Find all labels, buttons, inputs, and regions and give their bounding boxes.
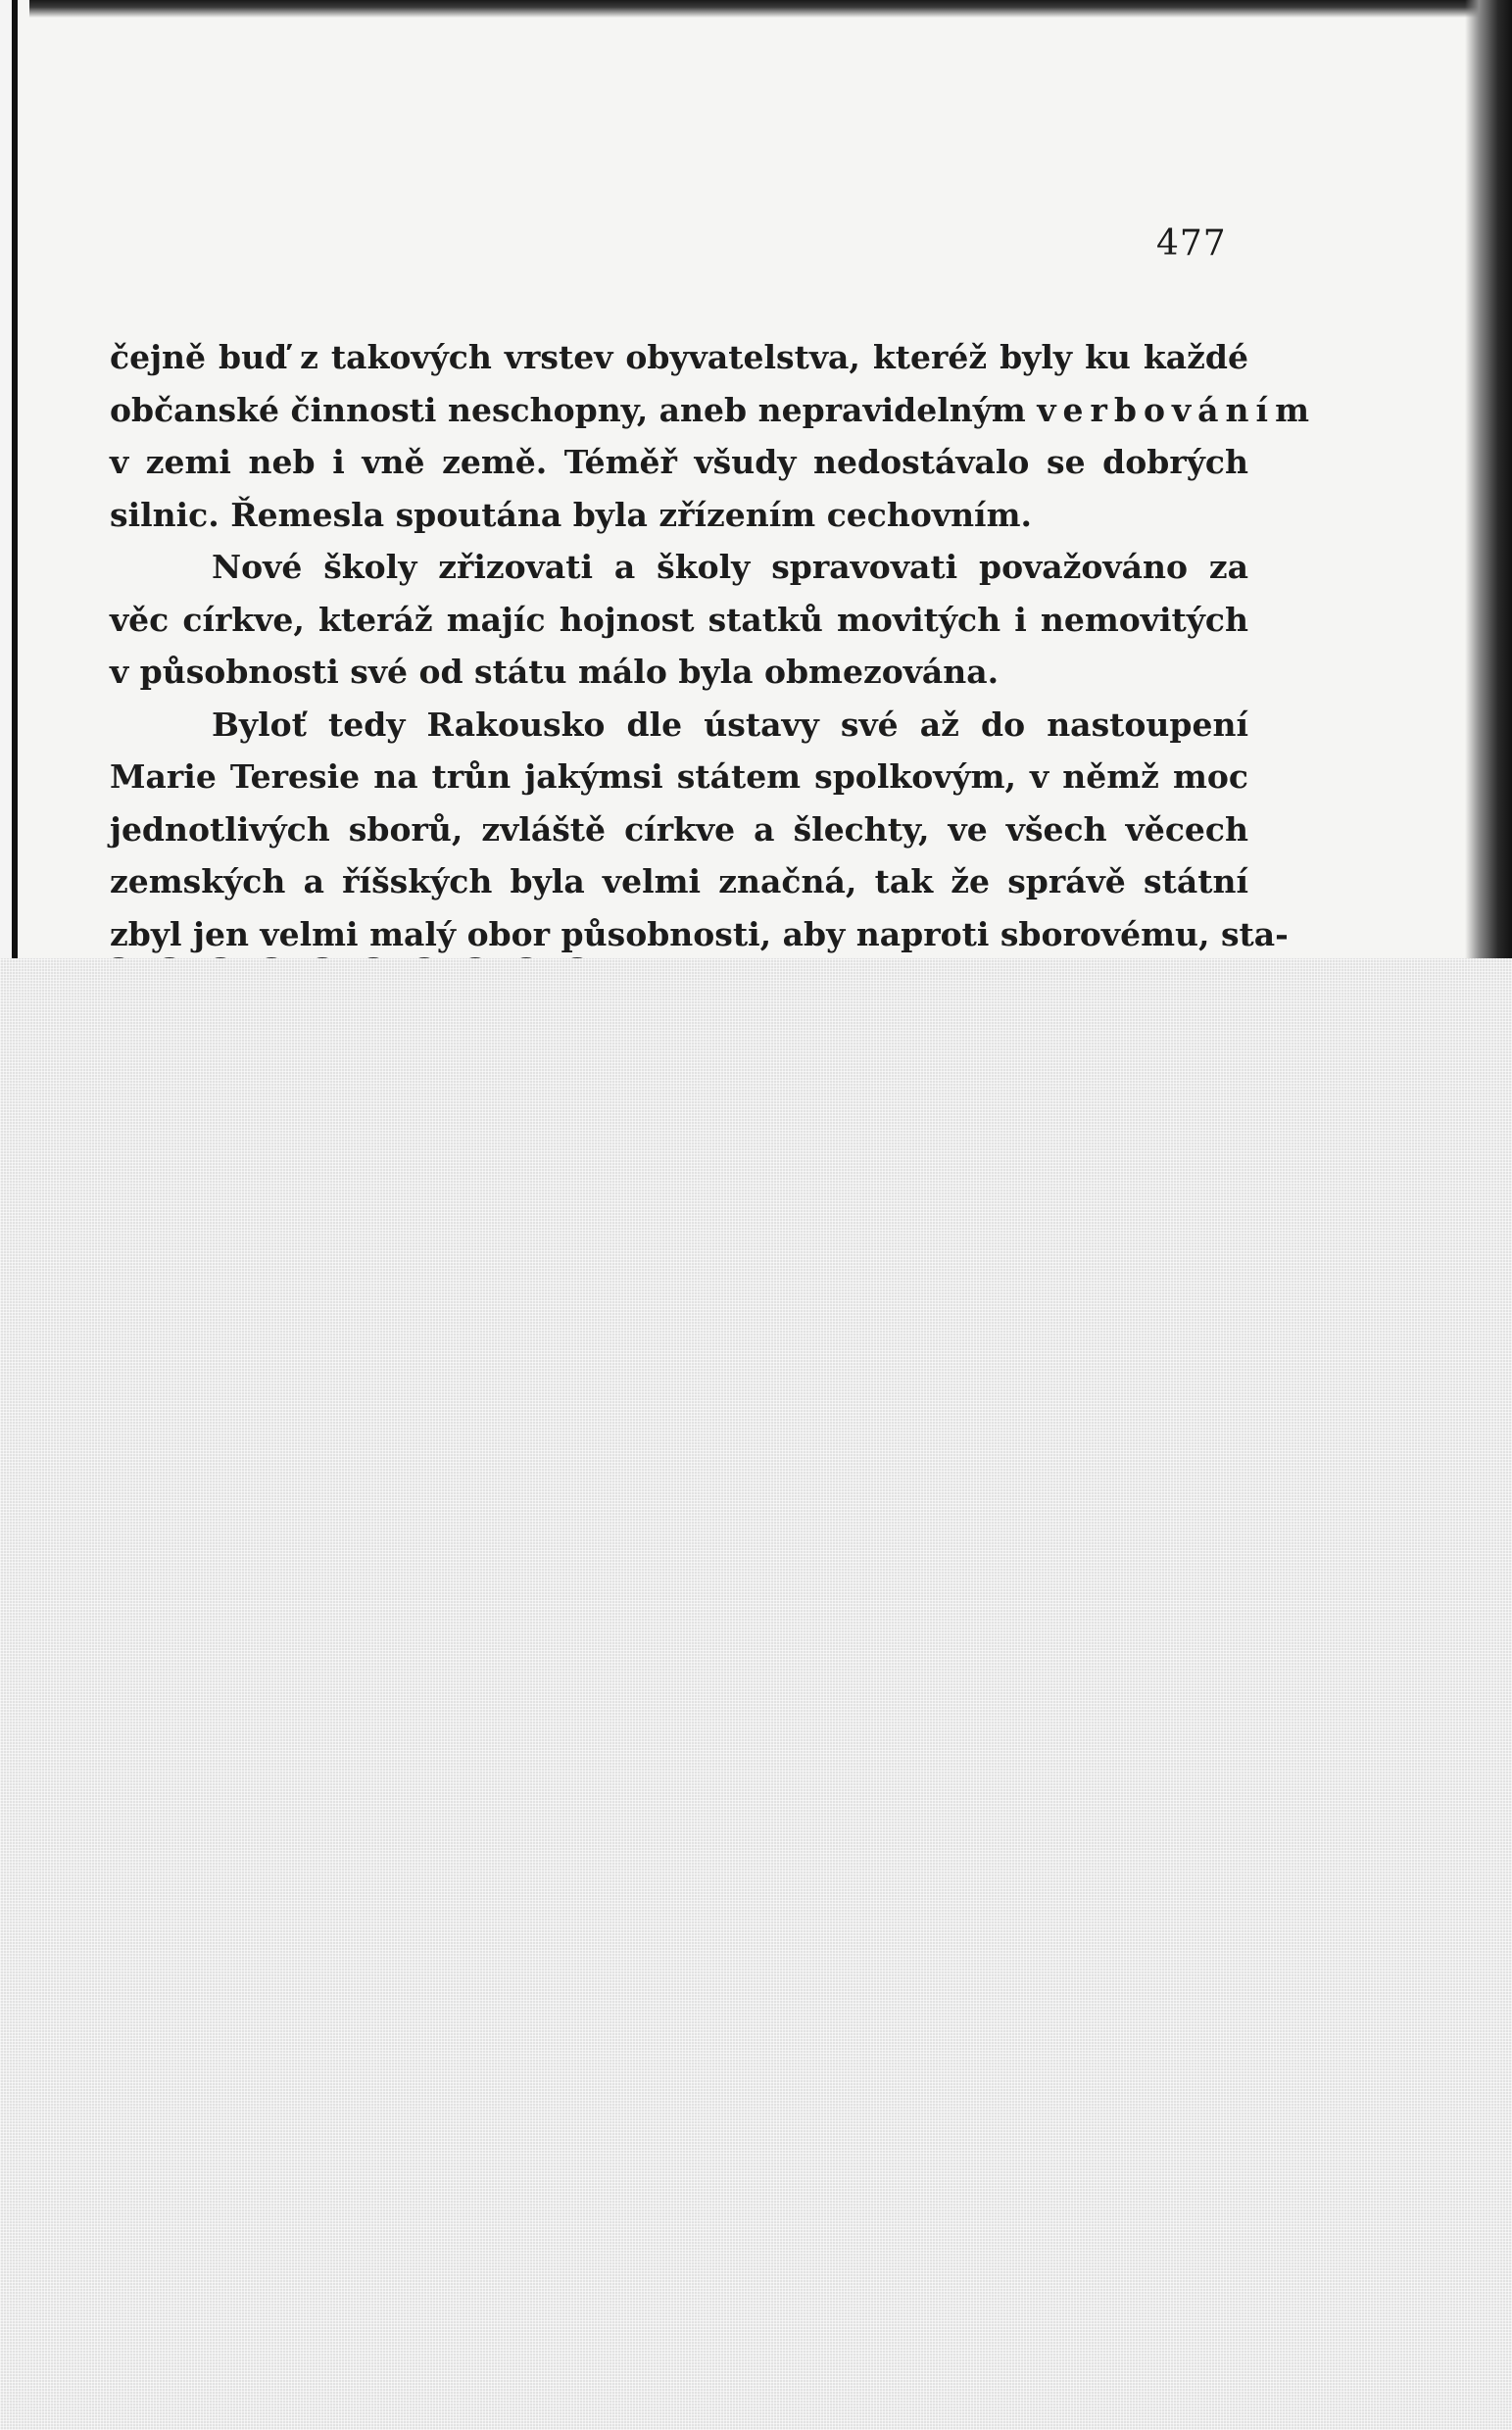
scan-right-border xyxy=(1465,0,1512,958)
text-line: čejně buď z takových vrstev obyvatelstva, kteréž byly ku každé xyxy=(110,338,1248,376)
text-line: Nové školy zřizovati a školy spravovati považováno za xyxy=(212,548,1248,586)
text-line: silnic. Řemesla spoutána byla zřízením cechovním. xyxy=(110,495,1032,534)
text-line: zemských a říšských byla velmi značná, tak že správě státní xyxy=(110,862,1248,900)
text-line: v zemi neb i vně země. Téměř všudy nedostávalo se dobrých xyxy=(110,443,1248,481)
emphasized-word: verbováním xyxy=(1037,390,1316,429)
text-line: občanské činnosti neschopny, aneb nepravidelným verbováním xyxy=(110,390,1316,429)
scan-left-border xyxy=(0,0,29,958)
scanned-page xyxy=(0,0,1512,958)
body-text xyxy=(110,331,1316,960)
empty-canvas-area xyxy=(0,958,1512,2430)
text-line: jednotlivých sborů, zvláště církve a šlechty, ve všech věcech xyxy=(110,809,1248,849)
text-line: Byloť tedy Rakousko dle ústavy své až do nastoupení xyxy=(212,705,1248,744)
text-line: zbyl jen velmi malý obor působnosti, aby naproti sborovému, sta- xyxy=(110,914,1289,953)
text-line: Marie Teresie na trůn jakýmsi státem spolkovým, v němž moc xyxy=(110,757,1248,796)
text-line: v působnosti své od státu málo byla obmezována. xyxy=(110,653,1000,691)
text-line: věc církve, kteráž majíc hojnost statků movitých i nemovitých xyxy=(110,600,1248,639)
scan-top-border xyxy=(0,0,1512,18)
cutoff-next-line-fragment xyxy=(110,950,698,958)
page-number: 477 xyxy=(1156,223,1227,264)
